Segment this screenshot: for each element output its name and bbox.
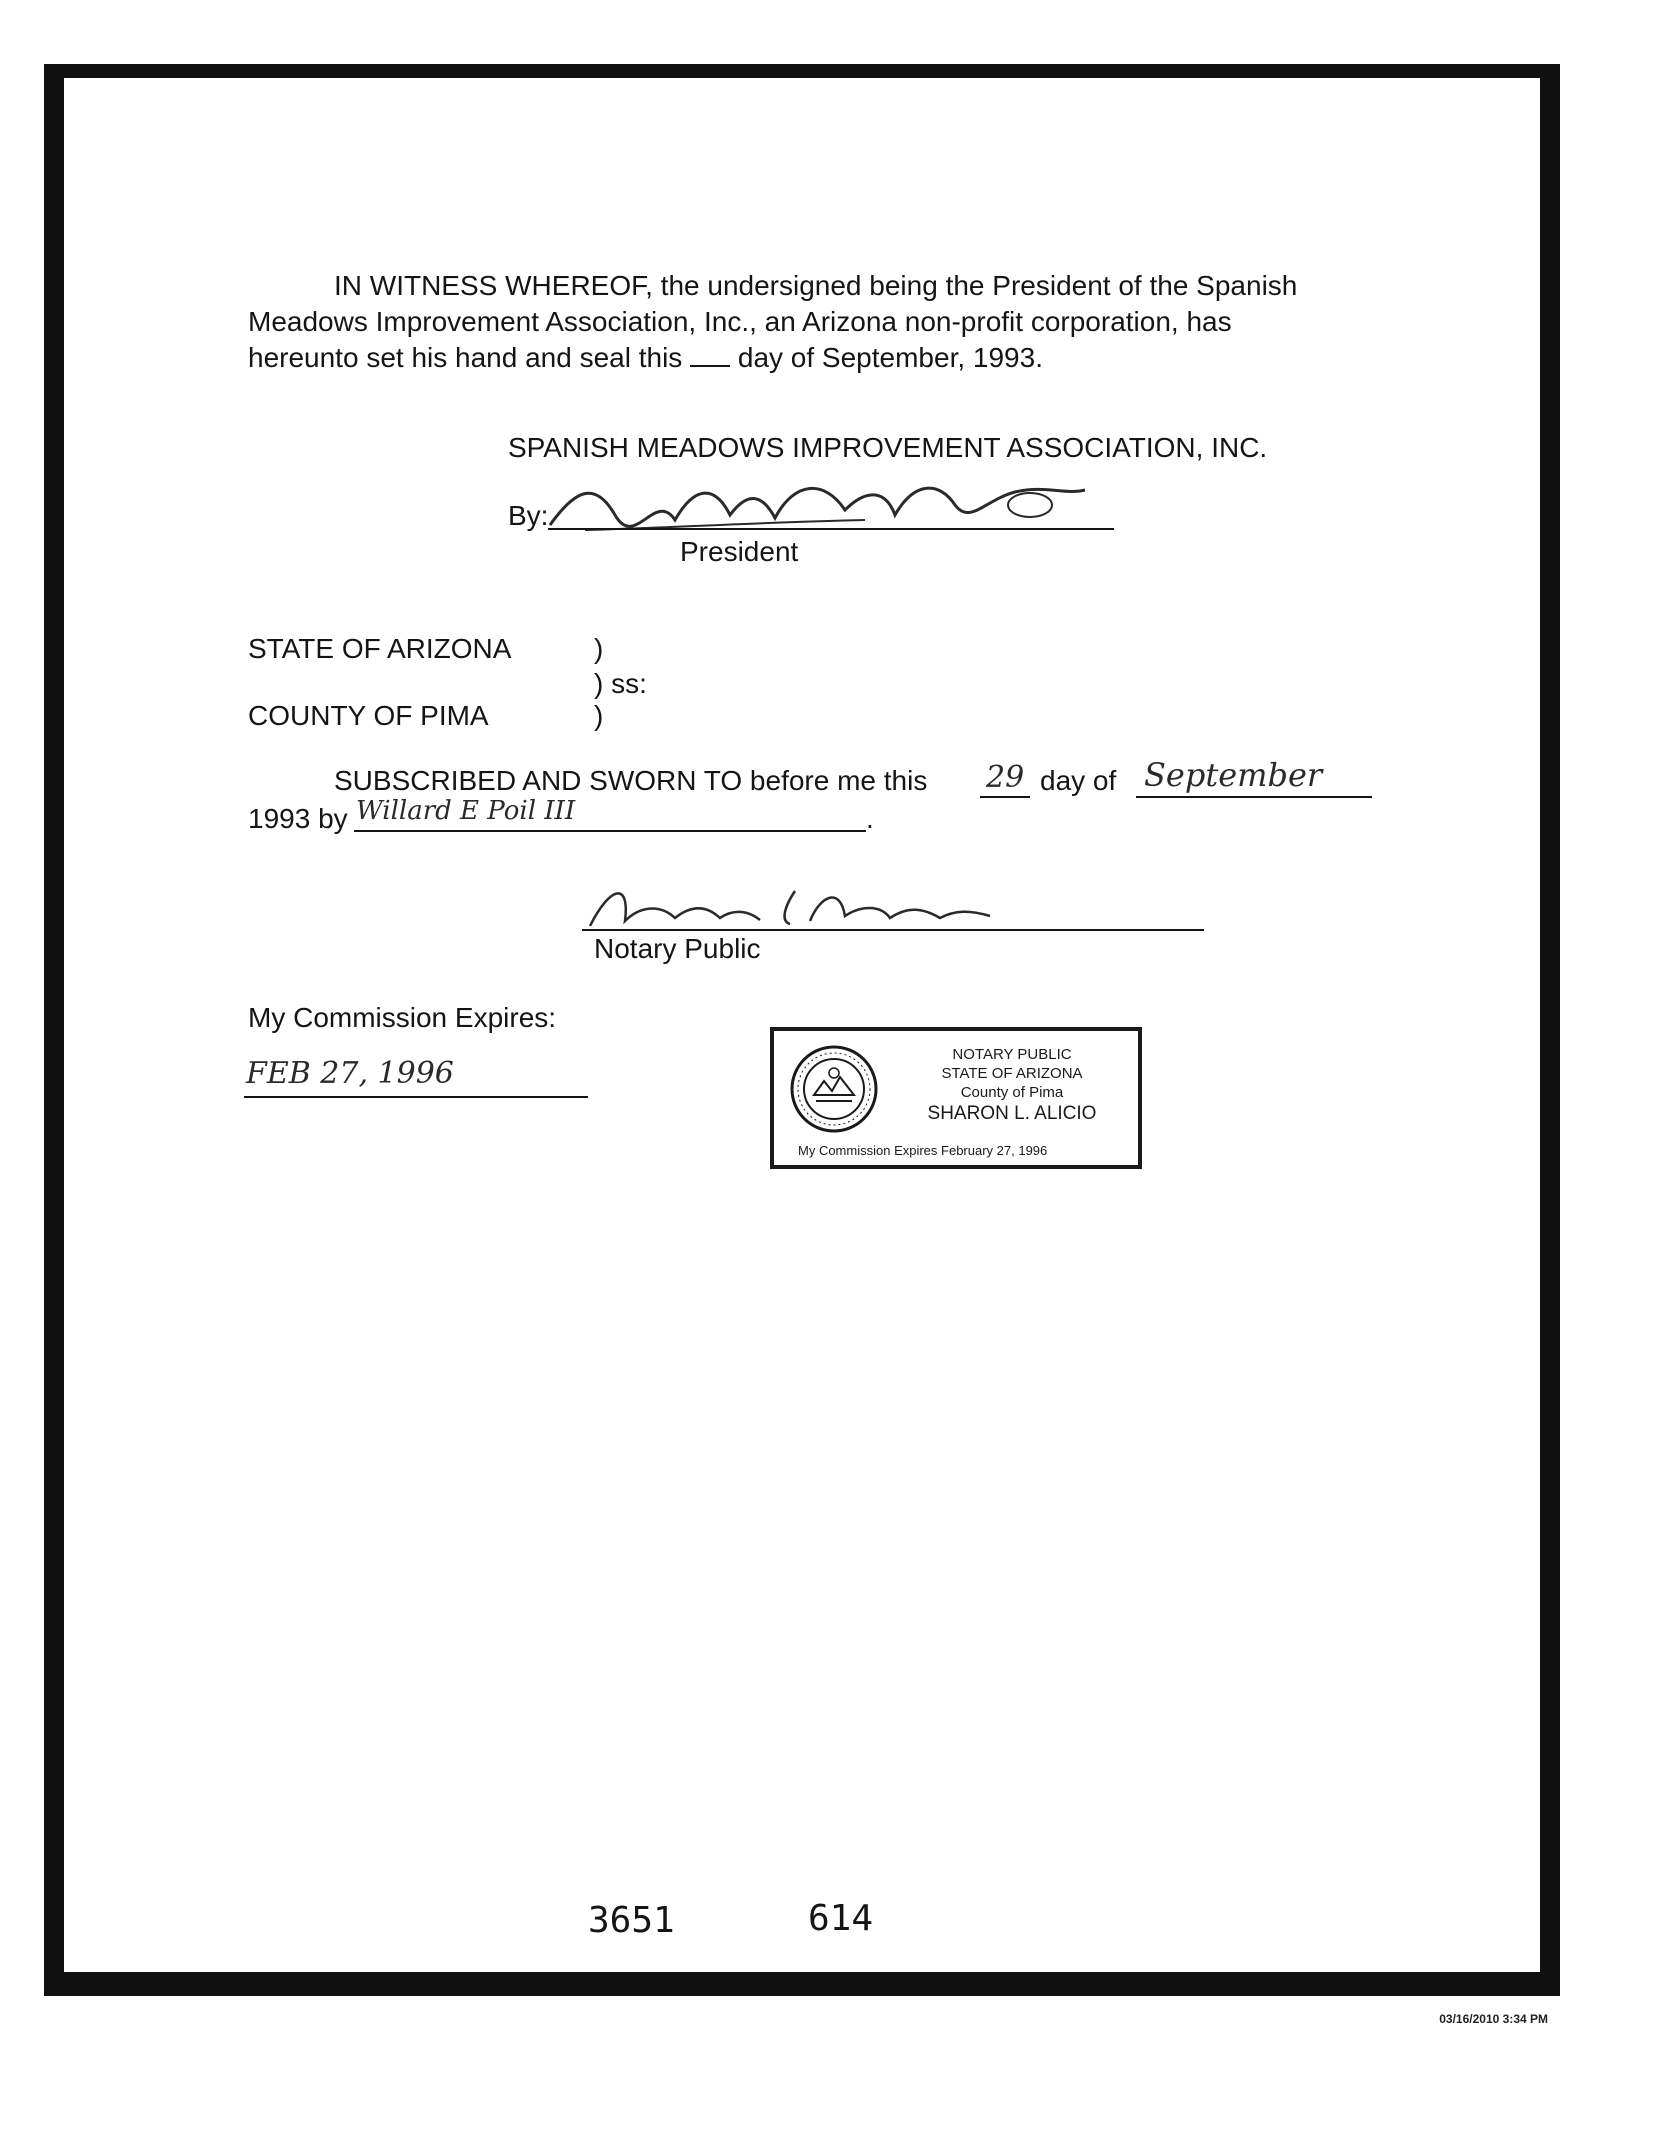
jurat-text-b: day of: [1040, 765, 1117, 796]
jurat-year-by: 1993 by: [248, 803, 348, 834]
jurat-end-punct: .: [866, 803, 874, 834]
witness-paragraph: [248, 268, 1388, 376]
witness-line-3-b: day of September, 1993.: [737, 342, 1043, 373]
venue-paren-2: ): [594, 700, 604, 731]
arizona-seal-icon: [788, 1043, 880, 1135]
state-label: STATE OF ARIZONA: [248, 633, 512, 664]
witness-line-2: Meadows Improvement Association, Inc., an Arizona non-profit corporation, has: [248, 306, 1232, 337]
jurat-text-a: SUBSCRIBED AND SWORN TO before me this: [334, 765, 928, 796]
venue-paren-1: ): [594, 633, 604, 664]
jurat-name-line: [354, 830, 866, 832]
jurat-name-handwritten: Willard E Poil III: [356, 796, 576, 826]
jurat-day-handwritten: 29: [986, 760, 1025, 795]
commission-date-line: [244, 1096, 588, 1098]
footer-timestamp: 03/16/2010 3:34 PM: [1439, 2012, 1548, 2026]
notary-public-label: Notary Public: [594, 933, 761, 964]
stamp-expiry: My Commission Expires February 27, 1996: [798, 1143, 1048, 1158]
witness-line-3: [248, 340, 1388, 376]
doc-number-right: 614: [808, 1898, 874, 1939]
stamp-line-4: SHARON L. ALICIO: [927, 1103, 1097, 1124]
president-label: President: [680, 536, 799, 567]
notary-signature-line: [582, 929, 1204, 931]
president-signature-line: [548, 528, 1114, 530]
witness-line-3-a: hereunto set his hand and seal this: [248, 342, 683, 373]
blank-day: [690, 343, 730, 367]
org-name: SPANISH MEADOWS IMPROVEMENT ASSOCIATION, INC.: [508, 432, 1268, 463]
by-label: By:: [508, 500, 549, 531]
commission-date-handwritten: FEB 27, 1996: [246, 1056, 454, 1091]
stamp-line-2: STATE OF ARIZONA: [941, 1065, 1083, 1082]
notary-stamp: [770, 1027, 1142, 1169]
jurat-month-handwritten: September: [1144, 756, 1323, 794]
witness-line-1: IN WITNESS WHEREOF, the undersigned being the President of the Spanish: [334, 270, 1298, 301]
notary-signature: [580, 876, 1020, 936]
stamp-text: [892, 1045, 1132, 1126]
jurat-month-line: [1136, 796, 1372, 798]
stamp-line-1: NOTARY PUBLIC: [952, 1046, 1072, 1063]
stamp-line-3: County of Pima: [960, 1084, 1064, 1101]
venue-ss: ) ss:: [594, 668, 647, 699]
commission-label: My Commission Expires:: [248, 1002, 557, 1033]
jurat-day-line: [980, 796, 1030, 798]
doc-number-left: 3651: [588, 1900, 675, 1941]
county-label: COUNTY OF PIMA: [248, 700, 489, 731]
